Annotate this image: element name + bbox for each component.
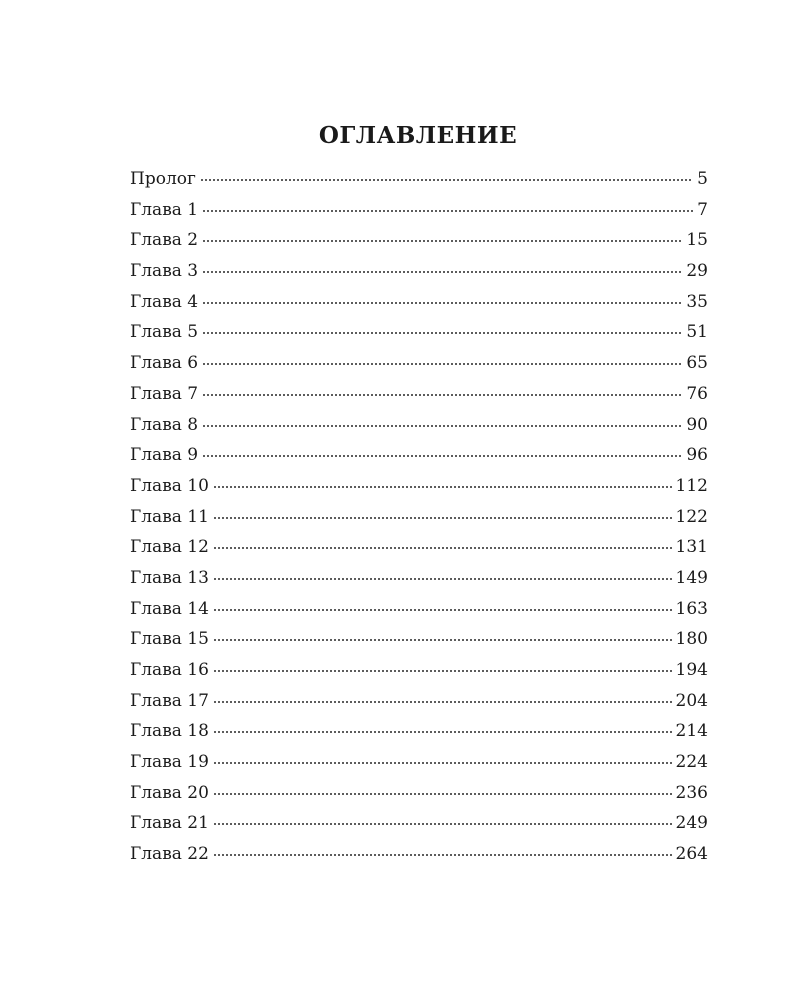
dot-leader	[213, 609, 672, 611]
dot-leader	[213, 701, 672, 703]
toc-entry-page-number: 15	[686, 230, 708, 251]
toc-entry[interactable]	[130, 532, 708, 563]
toc-entry[interactable]	[130, 317, 708, 348]
toc-entry-label: Глава 14	[130, 598, 209, 619]
toc-entry[interactable]	[130, 502, 708, 533]
toc-entry[interactable]	[130, 839, 708, 870]
dot-leader	[213, 486, 672, 488]
toc-entry-page-number: 236	[675, 782, 708, 803]
toc-entry-page-number: 131	[675, 537, 708, 558]
toc-entry-page-number: 122	[675, 506, 708, 527]
toc-entry-page-number: 51	[686, 322, 708, 343]
toc-entry-page-number: 204	[675, 690, 708, 711]
toc-entry-page-number: 149	[675, 567, 708, 588]
toc-entry-label: Глава 20	[130, 782, 209, 803]
dot-leader	[202, 210, 693, 212]
toc-entry-page-number: 96	[686, 445, 708, 466]
table-of-contents	[130, 164, 708, 870]
dot-leader	[213, 578, 672, 580]
toc-entry-label: Глава 6	[130, 353, 199, 374]
toc-entry[interactable]	[130, 348, 708, 379]
toc-entry-page-number: 112	[675, 475, 708, 496]
toc-entry[interactable]	[130, 256, 708, 287]
toc-entry-page-number: 7	[697, 199, 708, 220]
toc-entry-page-number: 214	[675, 721, 708, 742]
toc-entry[interactable]	[130, 808, 708, 839]
toc-entry-label: Глава 7	[130, 383, 199, 404]
toc-entry-page-number: 90	[686, 414, 708, 435]
dot-leader	[202, 271, 682, 273]
toc-entry[interactable]	[130, 716, 708, 747]
dot-leader	[202, 302, 682, 304]
dot-leader	[202, 394, 682, 396]
toc-entry-label: Глава 4	[130, 291, 199, 312]
toc-entry-label: Глава 15	[130, 629, 209, 650]
toc-entry-label: Глава 1	[130, 199, 199, 220]
toc-entry-label: Глава 11	[130, 506, 209, 527]
dot-leader	[213, 517, 672, 519]
toc-entry-page-number: 35	[686, 291, 708, 312]
toc-entry[interactable]	[130, 686, 708, 717]
dot-leader	[213, 762, 672, 764]
toc-entry-label: Глава 22	[130, 844, 209, 865]
toc-entry-label: Глава 16	[130, 660, 209, 680]
toc-entry[interactable]	[130, 778, 708, 809]
toc-entry-label: Глава 2	[130, 230, 199, 251]
toc-entry[interactable]	[130, 225, 708, 256]
toc-entry-label: Глава 8	[130, 414, 199, 435]
toc-entry-label: Глава 12	[130, 537, 209, 558]
toc-entry-page-number: 224	[675, 752, 708, 773]
dot-leader	[213, 823, 672, 825]
toc-entry[interactable]	[130, 747, 708, 778]
toc-entry[interactable]	[130, 594, 708, 625]
toc-entry-page-number: 194	[675, 660, 708, 680]
toc-entry[interactable]	[130, 563, 708, 594]
toc-entry-label: Глава 17	[130, 690, 209, 711]
toc-entry-label: Глава 3	[130, 261, 199, 282]
dot-leader	[213, 854, 672, 856]
toc-entry[interactable]	[130, 410, 708, 441]
toc-entry-page-number: 180	[675, 629, 708, 650]
toc-entry-page-number: 29	[686, 261, 708, 282]
toc-entry[interactable]	[130, 624, 708, 655]
toc-entry[interactable]	[130, 287, 708, 318]
dot-leader	[213, 731, 672, 733]
toc-entry-page-number: 163	[675, 598, 708, 619]
toc-entry-label: Глава 13	[130, 567, 209, 588]
toc-entry[interactable]	[130, 471, 708, 502]
dot-leader	[202, 332, 682, 334]
page-title: ОГЛАВЛЕНИЕ	[318, 122, 518, 149]
toc-entry-label: Глава 18	[130, 721, 209, 742]
toc-entry[interactable]	[130, 195, 708, 226]
toc-entry-label: Глава 21	[130, 813, 209, 834]
dot-leader	[202, 455, 682, 457]
toc-entry-page-number: 249	[675, 813, 708, 834]
toc-entry-page-number: 5	[697, 169, 708, 189]
dot-leader	[213, 547, 672, 549]
dot-leader	[202, 240, 682, 242]
toc-entry-label: Глава 5	[130, 322, 199, 343]
dot-leader	[213, 793, 672, 795]
toc-entry-page-number: 264	[675, 844, 708, 865]
dot-leader	[200, 179, 693, 181]
dot-leader	[202, 363, 682, 365]
dot-leader	[213, 670, 672, 672]
toc-entry-page-number: 76	[686, 383, 708, 404]
toc-entry-page-number: 65	[686, 353, 708, 374]
toc-entry-label: Глава 9	[130, 445, 199, 466]
toc-entry-label: Глава 19	[130, 752, 209, 773]
dot-leader	[202, 425, 682, 427]
toc-entry[interactable]	[130, 379, 708, 410]
dot-leader	[213, 639, 672, 641]
toc-entry[interactable]	[130, 655, 708, 686]
toc-entry[interactable]	[130, 440, 708, 471]
toc-entry[interactable]	[130, 164, 708, 195]
toc-entry-label: Пролог	[130, 169, 196, 189]
toc-entry-label: Глава 10	[130, 475, 209, 496]
